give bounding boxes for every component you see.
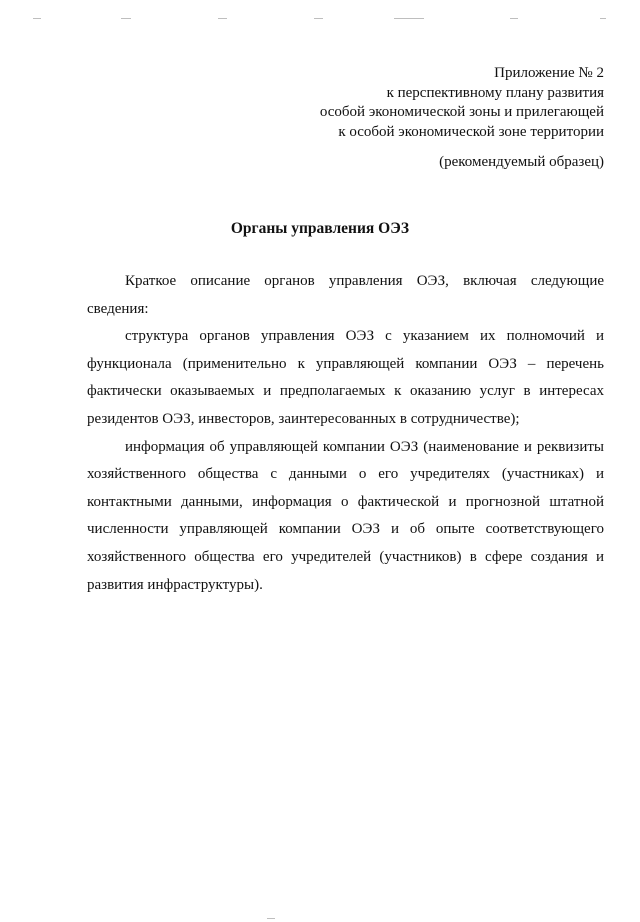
- scan-artifact: [218, 18, 227, 19]
- body-paragraph: информация об управляющей компании ОЭЗ (наименование и реквизиты хозяйственного общества с данными о его учредителях (участниках) и контактными данными, информация о фактической и прогнозной штатной численности управляющей компании ОЭЗ и об опыте соответствующего хозяйственного общества его учредителей (участников) в сфере создания и развития инфраструктуры).: [87, 438, 604, 593]
- scan-artifact: [121, 18, 131, 19]
- appendix-line: Приложение № 2: [494, 65, 604, 81]
- document-body: [87, 268, 604, 599]
- scan-artifact: [600, 18, 606, 19]
- sample-note: (рекомендуемый образец): [439, 154, 604, 170]
- body-paragraph: Краткое описание органов управления ОЭЗ, включая следующие сведения:: [87, 273, 604, 317]
- body-paragraph: структура органов управления ОЭЗ с указанием их полномочий и функционала (применительно к управляющей компании ОЭЗ – перечень фактически оказываемых и предполагаемых к оказанию услуг в интересах резидентов ОЭЗ, инвесторов, заинтересованных в сотрудничестве);: [87, 328, 604, 427]
- scan-artifact: [267, 918, 275, 919]
- document-title: Органы управления ОЭЗ: [230, 220, 410, 237]
- scan-artifact: [33, 18, 41, 19]
- appendix-header: [320, 64, 604, 142]
- appendix-line: особой экономической зоны и прилегающей: [319, 104, 604, 120]
- appendix-line: к особой экономической зоне территории: [338, 123, 604, 140]
- appendix-line: к перспективному плану развития: [386, 84, 604, 101]
- scan-artifact: [314, 18, 323, 19]
- scan-artifact: [394, 18, 424, 19]
- scan-artifact: [510, 18, 518, 19]
